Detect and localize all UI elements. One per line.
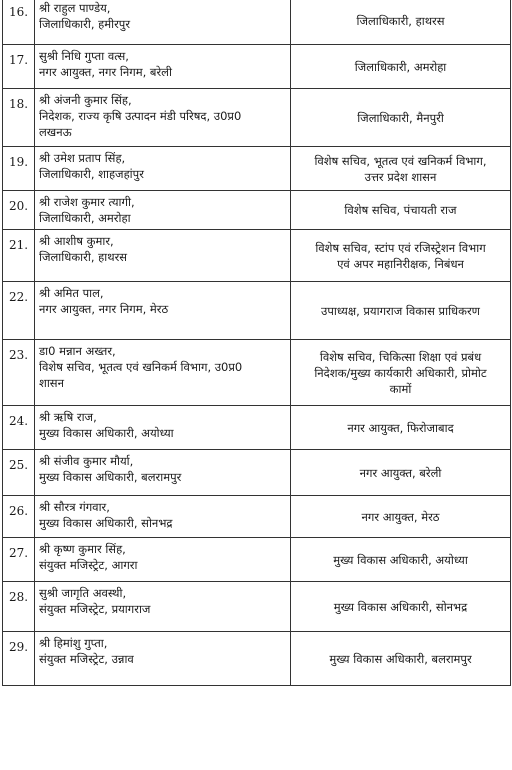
posting-line: एवं अपर महानिरीक्षक, निबंधन [337, 256, 464, 271]
officer-line: श्री राजेश कुमार त्यागी, [39, 195, 135, 209]
serial-number: 22. [3, 282, 35, 340]
posting-line: नगर आयुक्त, फिरोजाबाद [347, 420, 454, 435]
officer-line: सुश्री जागृति अवस्थी, [39, 586, 127, 600]
serial-number: 18. [3, 89, 35, 147]
table-row [3, 147, 511, 191]
officer-line: जिलाधिकारी, हाथरस [39, 250, 128, 264]
officer-line: संयुक्त मजिस्ट्रेट, आगरा [39, 558, 138, 572]
table-row [3, 538, 511, 582]
new-posting [291, 230, 511, 282]
officer-line: लखनऊ [39, 125, 72, 139]
officer-line: श्री कृष्ण कुमार सिंह, [39, 542, 126, 556]
new-posting [291, 538, 511, 582]
posting-line: विशेष सचिव, पंचायती राज [344, 203, 457, 217]
officer-details [35, 340, 291, 406]
new-posting [291, 632, 511, 686]
posting-line: जिलाधिकारी, अमरोहा [354, 59, 447, 74]
posting-line: मुख्य विकास अधिकारी, सोनभद्र [333, 599, 468, 614]
officer-line: श्री राहुल पाण्डेय, [39, 1, 111, 15]
officer-details [35, 191, 291, 230]
officer-details [35, 147, 291, 191]
officer-line: डा0 मन्नान अख्तर, [39, 344, 116, 358]
officer-details [35, 282, 291, 340]
table-row [3, 406, 511, 450]
table-row [3, 496, 511, 538]
posting-line: जिलाधिकारी, मैनपुरी [357, 110, 444, 125]
officer-line: निदेशक, राज्य कृषि उत्पादन मंडी परिषद, उ0प्र0 [39, 109, 242, 123]
officer-line: श्री उमेश प्रताप सिंह, [39, 151, 126, 165]
officer-line: श्री ऋषि राज, [39, 410, 97, 424]
officer-line: श्री संजीव कुमार मौर्या, [39, 454, 134, 468]
posting-line: उत्तर प्रदेश शासन [364, 169, 437, 184]
officer-line: संयुक्त मजिस्ट्रेट, प्रयागराज [39, 602, 151, 616]
officer-details [35, 496, 291, 538]
officer-line: श्री आशीष कुमार, [39, 234, 114, 248]
officer-line: मुख्य विकास अधिकारी, अयोध्या [39, 426, 174, 440]
table-row [3, 230, 511, 282]
serial-number: 23. [3, 340, 35, 406]
posting-line: विशेष सचिव, चिकित्सा शिक्षा एवं प्रबंध [319, 349, 482, 364]
serial-number: 28. [3, 582, 35, 632]
new-posting [291, 147, 511, 191]
posting-line: विशेष सचिव, स्टांप एवं रजिस्ट्रेशन विभाग [315, 240, 486, 255]
serial-number: 24. [3, 406, 35, 450]
posting-line: मुख्य विकास अधिकारी, बलरामपुर [329, 651, 472, 666]
serial-number: 26. [3, 496, 35, 538]
officer-line: जिलाधिकारी, अमरोहा [39, 211, 131, 225]
table-row [3, 89, 511, 147]
table-row [3, 191, 511, 230]
officer-line: श्री सौरत्र गंगवार, [39, 500, 110, 514]
posting-line: निदेशक/मुख्य कार्यकारी अधिकारी, प्रोमोट [314, 365, 487, 380]
officer-line: विशेष सचिव, भूतत्व एवं खनिकर्म विभाग, उ0प्र0 [39, 360, 243, 374]
posting-line: मुख्य विकास अधिकारी, अयोध्या [333, 552, 468, 567]
table-row [3, 582, 511, 632]
transfer-table [2, 0, 511, 686]
serial-number: 25. [3, 450, 35, 496]
officer-line: मुख्य विकास अधिकारी, सोनभद्र [39, 516, 173, 530]
new-posting [291, 406, 511, 450]
posting-line: जिलाधिकारी, हाथरस [356, 13, 445, 28]
table-row [3, 450, 511, 496]
serial-number: 20. [3, 191, 35, 230]
officer-details [35, 0, 291, 45]
officer-line: जिलाधिकारी, हमीरपुर [39, 17, 131, 31]
officer-details [35, 538, 291, 582]
posting-line: विशेष सचिव, भूतत्व एवं खनिकर्म विभाग, [314, 153, 487, 168]
new-posting [291, 191, 511, 230]
new-posting [291, 582, 511, 632]
new-posting [291, 340, 511, 406]
serial-number: 21. [3, 230, 35, 282]
new-posting [291, 282, 511, 340]
serial-number: 27. [3, 538, 35, 582]
officer-line: नगर आयुक्त, नगर निगम, मेरठ [39, 302, 169, 316]
serial-number: 29. [3, 632, 35, 686]
officer-line: श्री अंजनी कुमार सिंह, [39, 93, 132, 107]
table-row [3, 0, 511, 45]
officer-line: शासन [39, 376, 64, 390]
table-row [3, 632, 511, 686]
posting-line: कामों [389, 381, 412, 396]
officer-line: सुश्री निधि गुप्ता वत्स, [39, 49, 129, 63]
posting-line: नगर आयुक्त, बरेली [359, 465, 442, 480]
officer-line: नगर आयुक्त, नगर निगम, बरेली [39, 65, 172, 79]
serial-number: 19. [3, 147, 35, 191]
officer-details [35, 450, 291, 496]
new-posting [291, 0, 511, 45]
officer-line: श्री अमित पाल, [39, 286, 104, 300]
officer-details [35, 406, 291, 450]
posting-line: नगर आयुक्त, मेरठ [361, 509, 440, 524]
officer-details [35, 89, 291, 147]
officer-details [35, 582, 291, 632]
serial-number: 16. [3, 0, 35, 45]
serial-number: 17. [3, 45, 35, 89]
officer-details [35, 45, 291, 89]
table-row [3, 45, 511, 89]
new-posting [291, 45, 511, 89]
officer-details [35, 230, 291, 282]
officer-line: मुख्य विकास अधिकारी, बलरामपुर [39, 470, 182, 484]
table-row [3, 340, 511, 406]
posting-line: उपाध्यक्ष, प्रयागराज विकास प्राधिकरण [321, 303, 480, 318]
table-row [3, 282, 511, 340]
officer-line: संयुक्त मजिस्ट्रेट, उन्नाव [39, 652, 134, 666]
officer-line: जिलाधिकारी, शाहजहांपुर [39, 167, 144, 181]
new-posting [291, 450, 511, 496]
officer-line: श्री हिमांशु गुप्ता, [39, 636, 108, 650]
new-posting [291, 496, 511, 538]
new-posting [291, 89, 511, 147]
table-body [3, 0, 511, 686]
officer-details [35, 632, 291, 686]
